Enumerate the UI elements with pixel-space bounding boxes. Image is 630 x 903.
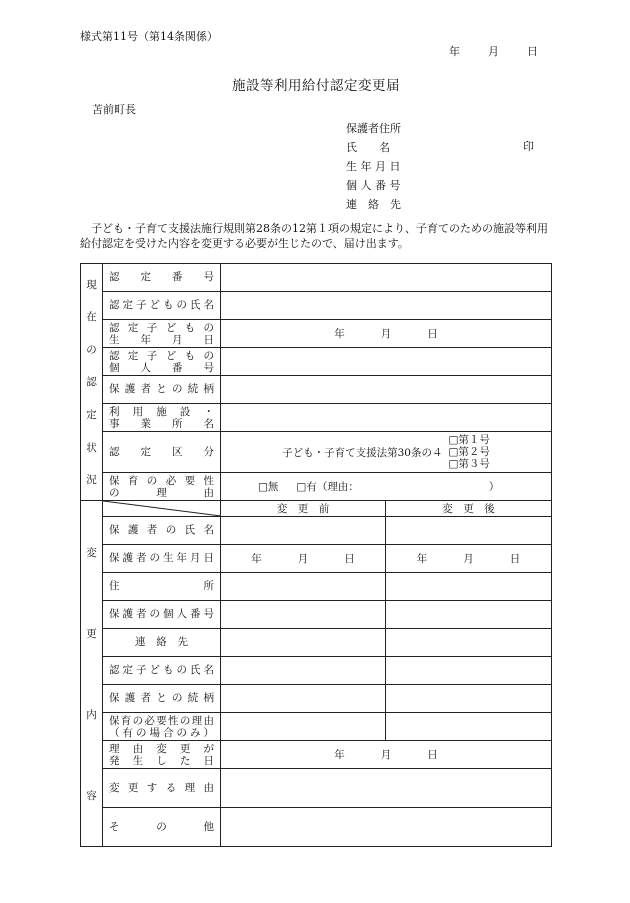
guardian-name-before[interactable] (221, 517, 386, 545)
address-after[interactable] (386, 573, 552, 601)
guardian-birth-after[interactable] (386, 545, 552, 573)
month-label: 月 (463, 553, 474, 565)
change-form-table (80, 263, 552, 847)
statement-text: 子ども・子育て支援法施行規則第28条の12第１項の規定により、子育てのための施設等利用給付認定を受けた内容を変更する必要が生じたので、届け出ます。 (80, 222, 548, 250)
row-label-cert-number: 認定番号 (103, 264, 221, 292)
month-label: 月 (380, 749, 392, 761)
day-label: 日 (344, 553, 355, 565)
after-header: 変 更 後 (386, 501, 552, 517)
section-char: 内 (86, 708, 97, 721)
section-char: の (86, 343, 97, 356)
guardian-name-after[interactable] (386, 517, 552, 545)
page-title: 施設等利用給付認定変更届 (232, 78, 400, 94)
section-char: 定 (86, 409, 97, 422)
row-label-guardian-name: 保護者の氏名 (103, 517, 221, 545)
child-name-after[interactable] (386, 657, 552, 685)
contact-after[interactable] (386, 629, 552, 657)
row-label-facility: 利用施設・ 事業所名 (103, 404, 221, 432)
facility-field[interactable] (221, 404, 552, 432)
category-checkbox-2[interactable]: □第２号 (448, 446, 490, 458)
section-char: 更 (86, 627, 97, 640)
section-char: 容 (86, 789, 97, 802)
category-checkbox-3[interactable]: □第３号 (448, 458, 490, 470)
row-label-address: 住所 (103, 573, 221, 601)
child-birth-field[interactable] (221, 320, 552, 348)
year-label: 年 (416, 553, 428, 565)
applicant-block (346, 119, 401, 214)
section-char: 変 (86, 546, 97, 559)
month-label: 月 (297, 553, 309, 565)
change-content-header (81, 501, 103, 847)
necessity-close-paren: ） (488, 481, 500, 493)
row-label-child-name: 認定子どもの氏名 (103, 292, 221, 320)
row-label-other: その他 (103, 808, 221, 847)
row-label-category: 認定区分 (103, 432, 221, 473)
relation-before[interactable] (221, 685, 386, 713)
before-header: 変 更 前 (221, 501, 386, 517)
category-text: 子ども・子育て支援法第30条の４ (282, 446, 443, 459)
row-label-child-birth: 認定子どもの 生年月日 (103, 320, 221, 348)
reason-field[interactable] (221, 769, 552, 808)
row-label-guardian-birth: 保護者の生年月日 (103, 545, 221, 573)
necessity-before[interactable] (221, 713, 386, 741)
child-number-field[interactable] (221, 348, 552, 376)
row-label-relation-change: 保護者との続柄 (103, 685, 221, 713)
day-label: 日 (509, 553, 521, 565)
diagonal-header-cell (103, 501, 221, 517)
row-label-guardian-number: 保護者の個人番号 (103, 601, 221, 629)
necessity-after[interactable] (386, 713, 552, 741)
row-label-contact: 連絡先 (103, 629, 221, 657)
day-label: 日 (427, 328, 438, 340)
category-field (221, 432, 552, 473)
contact-before[interactable] (221, 629, 386, 657)
category-checkbox-1[interactable]: □第１号 (448, 434, 490, 446)
section-char: 現 (86, 278, 97, 291)
diagonal-line (103, 501, 221, 516)
necessity-none-checkbox[interactable]: □無 (258, 481, 279, 493)
row-label-child-number: 認定子どもの 個人番号 (103, 348, 221, 376)
contact-label: 連 絡 先 (346, 198, 401, 211)
current-status-header (81, 264, 103, 501)
row-label-necessity: 保育の必要性 の理由 (103, 473, 221, 501)
section-char: 状 (86, 441, 97, 454)
section-char: 況 (86, 474, 97, 487)
month-label: 月 (380, 328, 392, 340)
row-label-reason: 変更する理由 (103, 769, 221, 808)
row-label-necessity-change: 保育の必要性の理由 （有の場合のみ） (103, 713, 221, 741)
address-before[interactable] (221, 573, 386, 601)
individual-number-label: 個 人 番 号 (346, 179, 401, 192)
section-char: 在 (86, 311, 97, 324)
child-name-field[interactable] (221, 292, 552, 320)
year-label: 年 (251, 553, 262, 565)
relation-field[interactable] (221, 376, 552, 404)
year-label: 年 (334, 749, 345, 761)
guardian-birth-before[interactable] (221, 545, 386, 573)
necessity-field (221, 473, 552, 501)
guardian-number-after[interactable] (386, 601, 552, 629)
other-field[interactable] (221, 808, 552, 847)
row-label-child-name-change: 認定子どもの氏名 (103, 657, 221, 685)
child-name-before[interactable] (221, 657, 386, 685)
necessity-yes-checkbox[interactable]: □有（理由： (296, 481, 359, 493)
row-label-relation: 保護者との続柄 (103, 376, 221, 404)
section-char: 認 (86, 376, 97, 389)
cert-number-field[interactable] (221, 264, 552, 292)
guardian-number-before[interactable] (221, 601, 386, 629)
seal-mark: 印 (523, 140, 534, 153)
relation-after[interactable] (386, 685, 552, 713)
date-day-label: 日 (527, 45, 538, 58)
name-label: 氏 名 (346, 141, 390, 154)
day-label: 日 (427, 749, 438, 761)
date-month-label: 月 (488, 45, 499, 58)
row-label-change-date: 理由変更が 発生した日 (103, 741, 221, 769)
addressee: 苫前町長 (92, 103, 136, 116)
birthdate-label: 生 年 月 日 (346, 160, 401, 173)
year-label: 年 (334, 328, 345, 340)
form-number: 様式第11号（第14条関係） (80, 30, 218, 43)
date-year-label: 年 (449, 45, 460, 58)
address-label: 保護者住所 (346, 122, 401, 135)
submission-date (449, 43, 538, 59)
change-date-field[interactable] (221, 741, 552, 769)
